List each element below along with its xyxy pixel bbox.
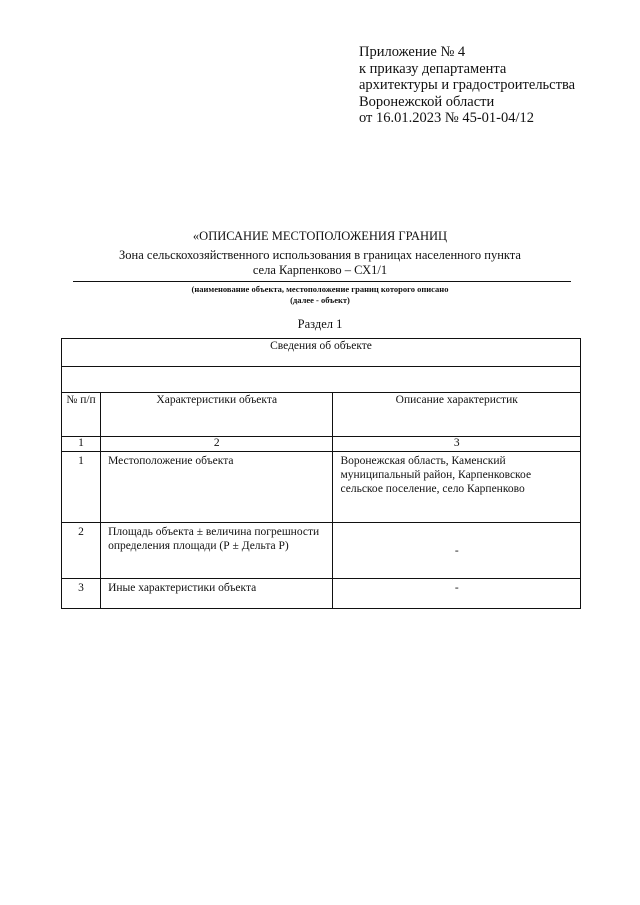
row-num: 3 — [62, 579, 101, 609]
row-description: Воронежская область, Каменский муниципальный район, Карпенковское сельское поселение, село Карпенково — [333, 452, 581, 523]
object-name-line: Зона сельскохозяйственного использования в границах населенного пункта — [119, 248, 521, 262]
table-caption-row — [62, 339, 581, 367]
appendix-line: Приложение № 4 — [359, 44, 466, 60]
row-characteristic: Иные характеристики объекта — [101, 579, 333, 609]
note-line: (наименование объекта, местоположение границ которого описано — [191, 284, 449, 294]
header-characteristic: Характеристики объекта — [101, 393, 333, 437]
header-num: № п/п — [62, 393, 101, 437]
table-header-row — [62, 393, 581, 437]
header-description: Описание характеристик — [333, 393, 581, 437]
column-number: 1 — [62, 437, 101, 452]
object-name — [60, 248, 580, 278]
object-info-table — [61, 338, 581, 609]
document-title: «ОПИСАНИЕ МЕСТОПОЛОЖЕНИЯ ГРАНИЦ — [192, 229, 448, 243]
table-empty-row — [62, 367, 581, 393]
table-row — [62, 579, 581, 609]
table-caption: Сведения об объекте — [62, 339, 581, 367]
column-number-row — [62, 437, 581, 452]
column-number: 3 — [333, 437, 581, 452]
empty-cell — [62, 367, 581, 393]
row-num: 2 — [62, 523, 101, 579]
table-row — [62, 523, 581, 579]
table-row — [62, 452, 581, 523]
object-name-note — [0, 284, 640, 306]
underline-rule — [73, 281, 571, 282]
appendix-line: к приказу департамента — [359, 60, 507, 77]
section-title: Раздел 1 — [297, 317, 343, 331]
note-line: (далее - объект) — [290, 295, 350, 305]
row-characteristic: Местоположение объекта — [101, 452, 333, 523]
row-characteristic: Площадь объекта ± величина погрешности определения площади (Р ± Дельта Р) — [101, 523, 333, 579]
row-description: - — [333, 579, 581, 609]
appendix-header — [359, 44, 575, 127]
row-num: 1 — [62, 452, 101, 523]
appendix-line: Воронежской области — [359, 93, 495, 110]
object-name-line: села Карпенково – СХ1/1 — [252, 263, 388, 277]
row-description: - — [333, 523, 581, 579]
column-number: 2 — [101, 437, 333, 452]
appendix-line: от 16.01.2023 № 45-01-04/12 — [359, 110, 535, 126]
appendix-line: архитектуры и градостроительства — [359, 77, 576, 93]
